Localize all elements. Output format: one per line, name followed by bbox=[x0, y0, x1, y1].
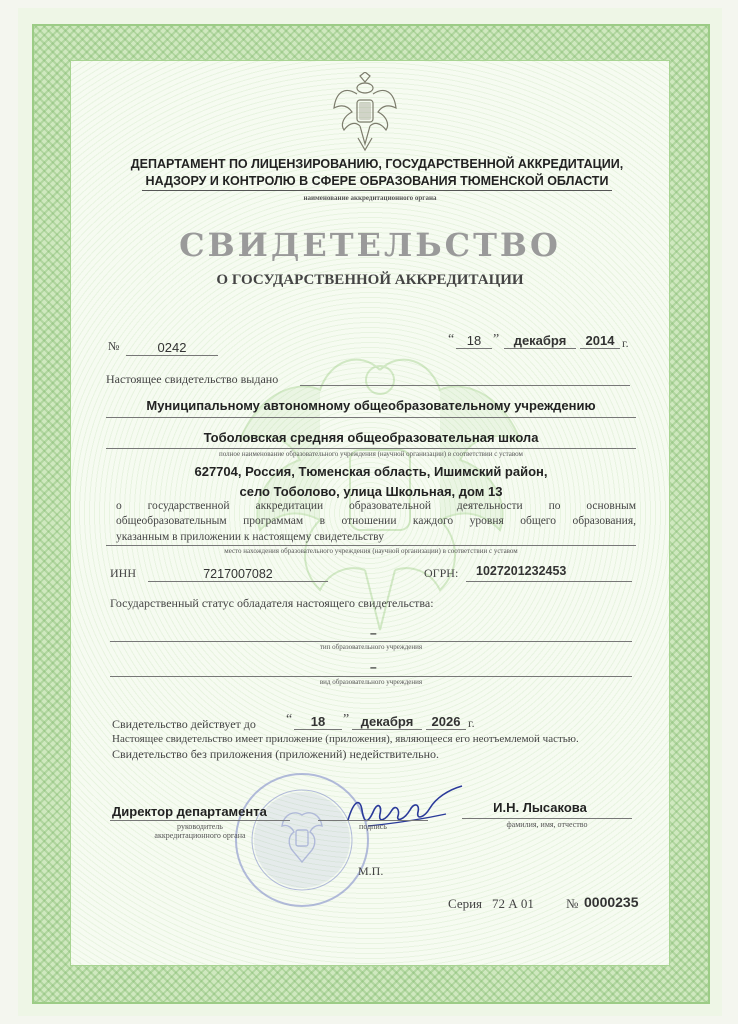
series-value: 72 А 01 bbox=[492, 896, 534, 911]
authority-caption: наименование аккредитационного органа bbox=[303, 194, 437, 202]
address-line2: село Тоболово, улица Школьная, дом 13 bbox=[239, 484, 503, 499]
institution-kind-caption: вид образовательного учреждения bbox=[319, 678, 423, 686]
institution-kind-value: – bbox=[370, 660, 377, 674]
name-caption: фамилия, имя, отчество bbox=[506, 820, 588, 829]
signature-caption: подпись bbox=[359, 822, 387, 831]
document-subtitle: О ГОСУДАРСТВЕННОЙ АККРЕДИТАЦИИ bbox=[216, 272, 524, 288]
issued-to-label: Настоящее свидетельство выдано bbox=[106, 372, 279, 386]
coat-of-arms-emblem bbox=[330, 72, 400, 152]
issue-year-suffix: г. bbox=[622, 336, 629, 350]
authority-name-line2: НАДЗОРУ И КОНТРОЛЮ В СФЕРЕ ОБРАЗОВАНИЯ ТЮМЕНСКОЙ ОБЛАСТИ bbox=[142, 173, 613, 191]
issue-month: декабря bbox=[504, 333, 576, 349]
director-name: И.Н. Лысакова bbox=[493, 800, 587, 815]
accreditation-text-line2: общеобразовательным программам в отношении каждого уровня общего образования, bbox=[116, 515, 636, 527]
series-label: Серия bbox=[448, 896, 483, 911]
issue-day: 18 bbox=[456, 333, 492, 349]
institution-type-value: – bbox=[370, 626, 377, 640]
number-label: № bbox=[108, 339, 120, 353]
valid-year: 2026 bbox=[426, 714, 466, 730]
form-number: 0000235 bbox=[584, 894, 639, 910]
position-caption-line1: руководитель bbox=[177, 822, 223, 831]
accreditation-text-line3: указанным в приложении к настоящему свидетельству bbox=[116, 531, 384, 543]
valid-month: декабря bbox=[352, 714, 422, 730]
valid-year-suffix: г. bbox=[468, 716, 475, 730]
accreditation-text-line1: о государственной аккредитации образовательной деятельности по основным bbox=[116, 500, 636, 512]
inn-label: ИНН bbox=[110, 566, 136, 580]
valid-until-label: Свидетельство действует до bbox=[112, 717, 256, 731]
date-close-quote: ” bbox=[493, 332, 500, 347]
form-number-label: № bbox=[566, 896, 579, 911]
certificate-number: 0242 bbox=[126, 340, 218, 356]
valid-day: 18 bbox=[294, 714, 342, 730]
ogrn-value: 1027201232453 bbox=[476, 564, 567, 578]
organization-name-line1: Муниципальному автономному общеобразовательному учреждению bbox=[146, 398, 596, 413]
issue-year: 2014 bbox=[580, 333, 620, 349]
document-title: СВИДЕТЕЛЬСТВО bbox=[179, 226, 561, 264]
ogrn-label: ОГРН: bbox=[424, 566, 459, 580]
seal-label: М.П. bbox=[358, 864, 384, 878]
valid-close-quote: ” bbox=[343, 712, 350, 727]
handwritten-signature bbox=[338, 780, 468, 840]
status-label: Государственный статус обладателя настоящего свидетельства: bbox=[110, 596, 434, 610]
organization-name-line2: Тоболовская средняя общеобразовательная школа bbox=[203, 430, 539, 445]
address-line1: 627704, Россия, Тюменская область, Ишимский район, bbox=[194, 464, 548, 479]
appendix-note: Настоящее свидетельство имеет приложение (приложения), являющееся его неотъемлемой частью. bbox=[112, 733, 579, 745]
inn-value: 7217007082 bbox=[148, 567, 328, 582]
appendix-validity-note: Свидетельство без приложения (приложений) недействительно. bbox=[112, 747, 440, 761]
authority-name-line1: ДЕПАРТАМЕНТ ПО ЛИЦЕНЗИРОВАНИЮ, ГОСУДАРСТВЕННОЙ АККРЕДИТАЦИИ, bbox=[130, 157, 624, 171]
date-open-quote: “ bbox=[448, 332, 455, 347]
organization-caption: полное наименование образовательного учреждения (научной организации) в соответствии с уставом bbox=[219, 450, 523, 458]
director-position: Директор департамента bbox=[112, 804, 267, 819]
valid-open-quote: “ bbox=[286, 712, 293, 727]
address-caption: место нахождения образовательного учреждения (научной организации) в соответствии с уставом bbox=[224, 547, 518, 555]
institution-type-caption: тип образовательного учреждения bbox=[319, 643, 423, 651]
position-caption-line2: аккредитационного органа bbox=[154, 831, 246, 840]
